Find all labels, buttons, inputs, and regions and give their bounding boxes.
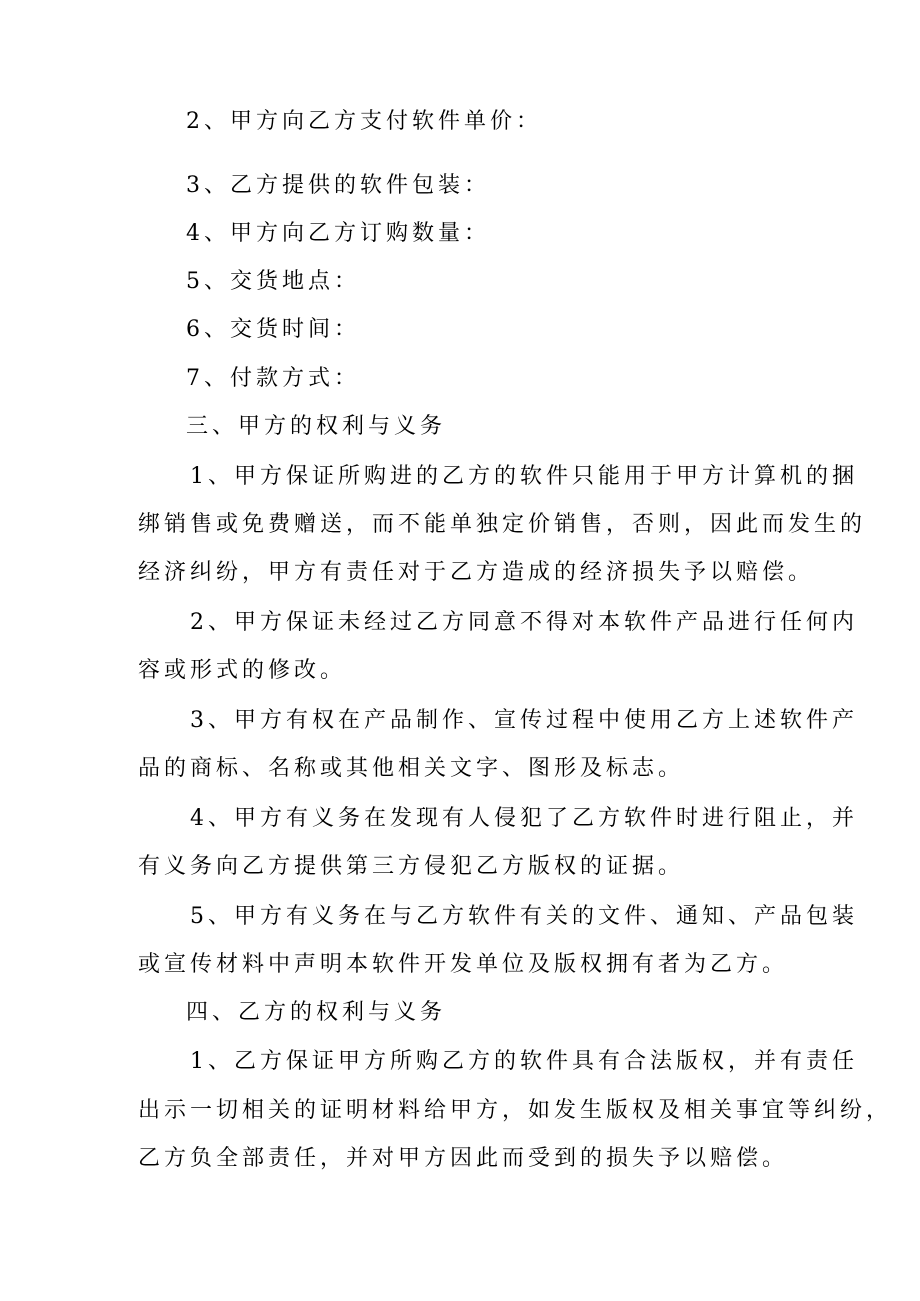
paragraph-line: 经济纠纷，甲方有责任对于乙方造成的经济损失予以赔偿。 [138,560,815,585]
section-3-heading: 三、甲方的权利与义务 [186,414,447,439]
paragraph-line: 乙方负全部责任，并对甲方因此而受到的损失予以赔偿。 [138,1146,789,1171]
paragraph-line: 绑销售或免费赠送，而不能单独定价销售，否则，因此而发生的 [138,512,867,537]
paragraph-line: 2、甲方保证未经过乙方同意不得对本软件产品进行任何内 [190,610,858,635]
clause-3-packaging: 3、乙方提供的软件包装： [186,173,490,198]
paragraph-line: 有义务向乙方提供第三方侵犯乙方版权的证据。 [138,854,685,879]
paragraph-line: 出示一切相关的证明材料给甲方，如发生版权及相关事宜等纠纷， [138,1098,893,1123]
section-4-heading: 四、乙方的权利与义务 [186,1000,447,1025]
paragraph-line: 1、乙方保证甲方所购乙方的软件具有合法版权，并有责任 [190,1049,858,1074]
clause-2-unit-price: 2、甲方向乙方支付软件单价： [186,109,542,134]
clause-5-delivery-place: 5、交货地点： [186,269,360,294]
paragraph-line: 品的商标、名称或其他相关文字、图形及标志。 [138,756,685,781]
paragraph-line: 或宣传材料中声明本软件开发单位及版权拥有者为乙方。 [138,952,789,977]
clause-7-payment-method: 7、付款方式： [186,366,360,391]
paragraph-line: 5、甲方有义务在与乙方软件有关的文件、通知、产品包装 [190,904,858,929]
paragraph-line: 1、甲方保证所购进的乙方的软件只能用于甲方计算机的捆 [190,464,858,489]
paragraph-line: 4、甲方有义务在发现有人侵犯了乙方软件时进行阻止，并 [190,806,858,831]
clause-4-quantity: 4、甲方向乙方订购数量： [186,221,490,246]
clause-6-delivery-time: 6、交货时间： [186,317,360,342]
paragraph-line: 3、甲方有权在产品制作、宣传过程中使用乙方上述软件产 [190,708,858,733]
paragraph-line: 容或形式的修改。 [138,658,347,683]
